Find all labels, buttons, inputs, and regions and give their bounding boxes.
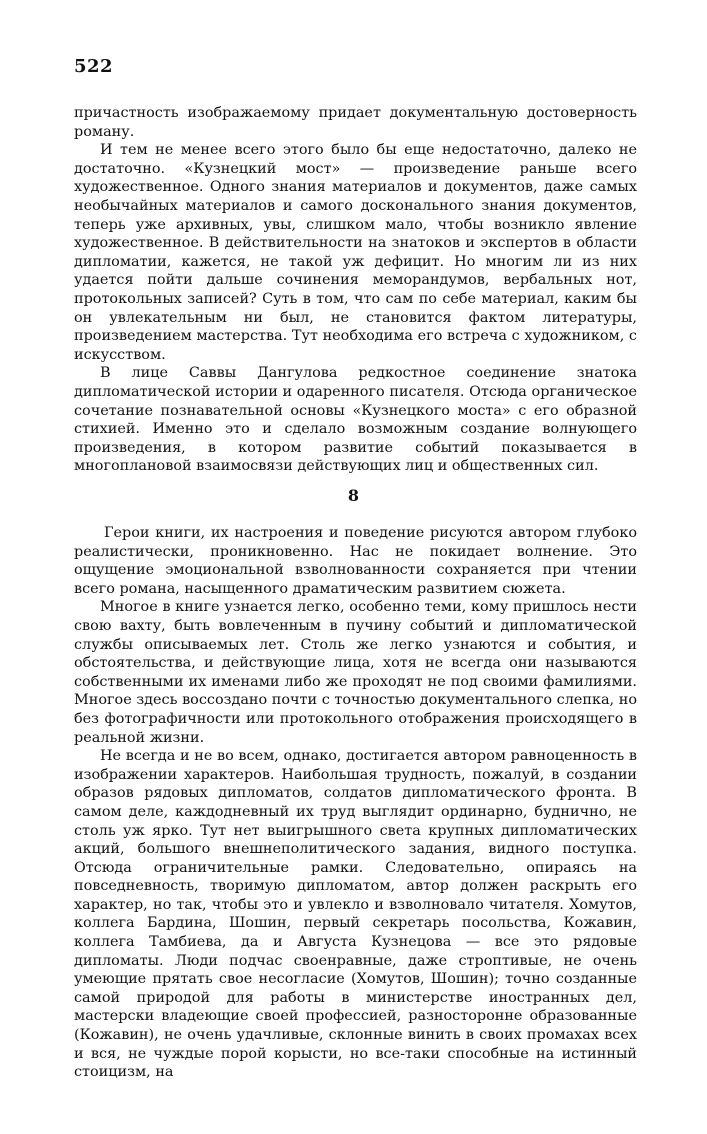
text-block-top [74,104,637,476]
paragraph: В лице Саввы Дангулова редкостное соединение знатока дипломатической истории и одаренного писателя. Отсюда органическое сочетание познавательной основы «Кузнецкого моста» с его образной стихией. Именно это и сделало возможным создание волнующего произведения, в котором развитие событий показывается в многоплановой взаимосвязи действующих лиц и общественных сил. [74,365,637,475]
paragraph: И тем не менее всего этого было бы еще недостаточно, далеко не достаточно. «Кузнецкий мост» — произведение раньше всего художественное. Одного знания материалов и документов, даже самых необычайных материалов и самого досконального знания документов, теперь уже архивных, увы, слишком мало, чтобы возникло явление художественное. В действительности на знатоков и экспертов в области дипломатии, кажется, не такой уж дефицит. Но многим ли из них удается пойти дальше сочинения меморандумов, вербальных нот, протокольных записей? Суть в том, что сам по себе материал, каким бы он увлекательным ни был, не становится фактом литературы, произведением мастерства. Тут необходима его встреча с художником, с искусством. [74,142,637,363]
section-number: 8 [347,486,360,505]
text-block-bottom [74,524,637,1082]
paragraph: Многое в книге узнается легко, особенно теми, кому пришлось нести свою вахту, быть вовлеченным в пучину событий и дипломатической службы описываемых лет. Столь же легко узнаются и события, и обстоятельства, и действующие лица, хотя не всегда они называются собственными их именами либо же проходят не под своими фамилиями. Многое здесь воссоздано почти с точностью документального слепка, но без фотографичности или протокольного отображения происходящего в реальной жизни. [74,599,637,746]
paragraph: Не всегда и не во всем, однако, достигается автором равноценность в изображении характеров. Наибольшая трудность, пожалуй, в создании образов рядовых дипломатов, солдатов дипломатического фронта. В самом деле, каждодневный их труд выглядит ординарно, буднично, не столь уж ярко. Тут нет выигрышного света крупных дипломатических акций, большого внешнеполитического задания, видного поступка. Отсюда ограничительные рамки. Следовательно, опираясь на повседневность, творимую дипломатом, автор должен раскрыть его характер, но так, чтобы это и увлекло и взволновало читателя. Хомутов, коллега Бардина, Шошин, первый секретарь посольства, Кожавин, коллега Тамбиева, да и Августа Кузнецова — все это рядовые дипломаты. Люди подчас своенравные, даже строптивые, не очень умеющие прятать свое несогласие (Хомутов, Шошин); точно созданные самой природой для работы в министерстве иностранных дел, мастерски владеющие своей профессией, разносторонне образованные (Кожавин), не очень удачливые, склонные винить в своих промахах всех и вся, не чуждые порой корысти, но все-таки способные на истинный стоицизм, на [74,748,637,1081]
page-number: 522 [74,56,114,77]
paragraph: Герои книги, их настроения и поведение рисуются автором глубоко реалистически, проникновенно. Нас не покидает волнение. Это ощущение эмоциональной взволнованности сохраняется при чтении всего романа, насыщенного драматическим развитием сюжета. [74,525,637,597]
paragraph: причастность изображаемому придает документальную достоверность роману. [74,105,637,140]
